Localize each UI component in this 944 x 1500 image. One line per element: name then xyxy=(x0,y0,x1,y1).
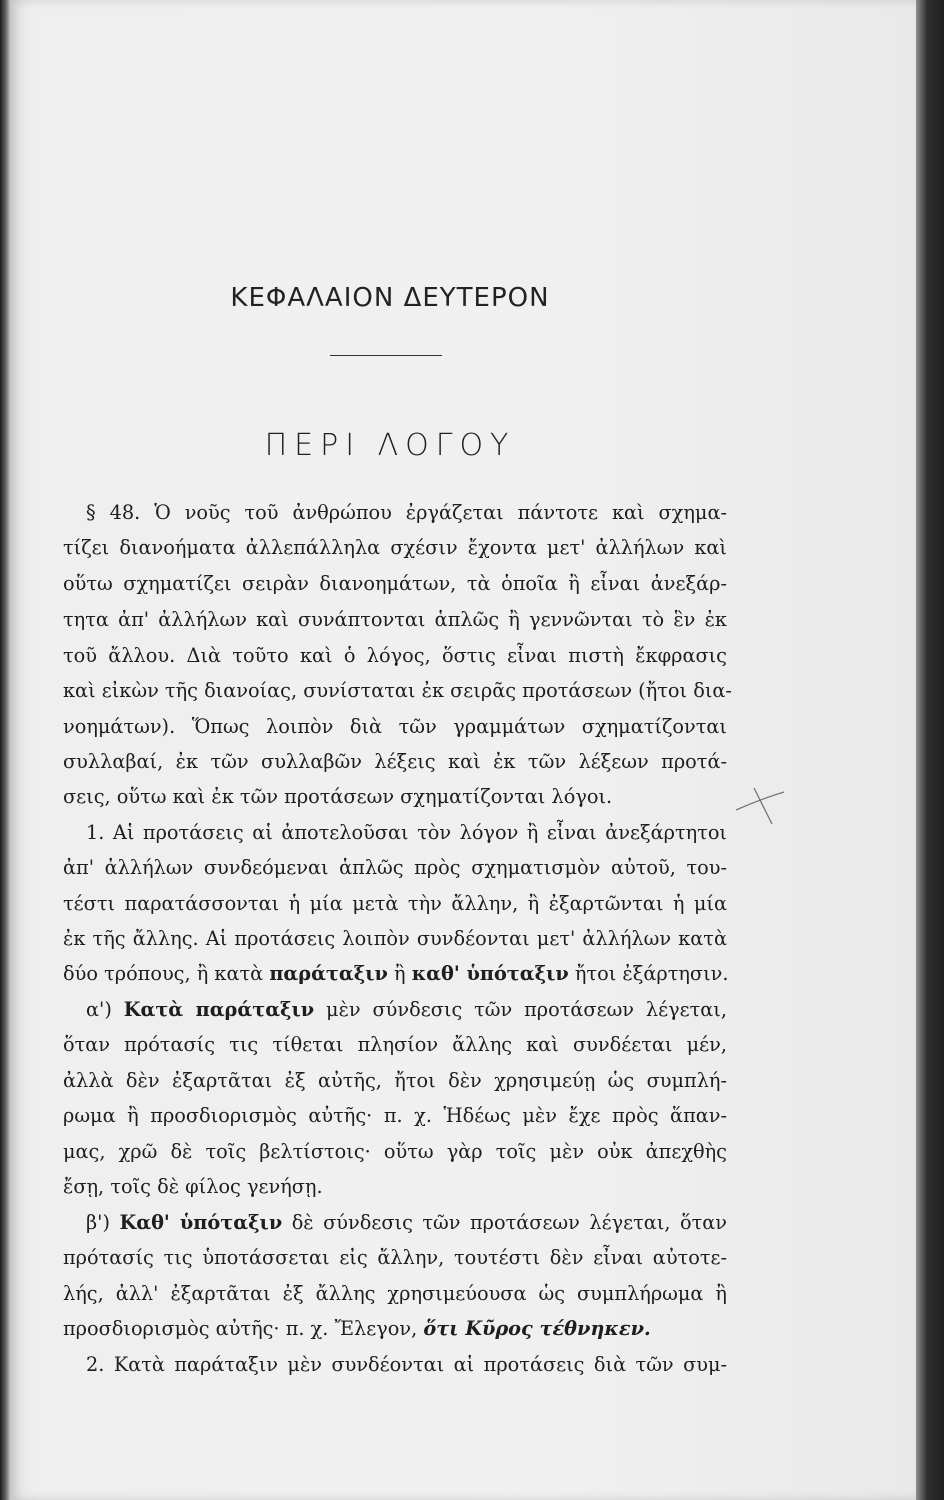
text-span: προσδιορισμὸς αὐτῆς· π. χ. Ἔλεγον, xyxy=(63,1317,424,1340)
text-line: ρωμα ἢ προσδιορισμὸς αὐτῆς· π. χ. Ἡδέως μὲν ἔχε πρὸς ἅπαν- xyxy=(63,1104,727,1127)
text-line: ὅταν πρότασίς τις τίθεται πλησίον ἄλλης καὶ συνδέεται μέν, xyxy=(63,1033,727,1056)
text-span: ἤτοι ἐξάρτησιν. xyxy=(568,962,729,985)
text-span: δὲ σύνδεσις τῶν προτάσεων λέγεται, ὅταν xyxy=(282,1211,727,1234)
text-span: δύο τρόπους, ἢ κατὰ xyxy=(63,962,270,985)
text-line: λής, ἀλλ' ἐξαρτᾶται ἐξ ἄλλης χρησιμεύουσα ὡς συμπλήρωμα ἢ xyxy=(63,1282,727,1305)
text-span: μὲν σύνδεσις τῶν προτάσεων λέγεται, xyxy=(314,998,727,1021)
text-line xyxy=(86,992,727,1028)
text-line: ἀλλὰ δὲν ἐξαρτᾶται ἐξ αὐτῆς, ἤτοι δὲν χρησιμεύῃ ὡς συμπλή- xyxy=(63,1069,727,1092)
heading-divider xyxy=(330,355,442,356)
text-line: σεις, οὕτω καὶ ἐκ τῶν προτάσεων σχηματίζονται λόγοι. xyxy=(63,785,613,808)
scan-right-edge xyxy=(916,0,944,1500)
text-span: β') xyxy=(86,1211,120,1234)
scan-left-edge xyxy=(0,0,10,1500)
bold-term: Κατὰ παράταξιν xyxy=(123,998,315,1021)
text-line: μας, χρῶ δὲ τοῖς βελτίστοις· οὕτω γὰρ τοῖς μὲν οὐκ ἀπεχθὴς xyxy=(63,1140,727,1163)
text-line: ἐκ τῆς ἄλλης. Αἱ προτάσεις λοιπὸν συνδέονται μετ' ἀλλήλων κατὰ xyxy=(63,927,727,950)
text-line: πρότασίς τις ὑποτάσσεται εἰς ἄλλην, τουτέστι δὲν εἶναι αὐτοτε- xyxy=(63,1246,727,1269)
bold-term: Καθ' ὑπόταξιν xyxy=(119,1211,283,1234)
text-line: τέστι παρατάσσονται ἡ μία μετὰ τὴν ἄλλην, ἢ ἐξαρτῶνται ἡ μία xyxy=(63,892,727,915)
text-line: συλλαβαί, ἐκ τῶν συλλαβῶν λέξεις καὶ ἐκ τῶν λέξεων προτά- xyxy=(63,750,727,773)
bold-term: παράταξιν xyxy=(269,962,388,985)
text-line: τητα ἀπ' ἀλλήλων καὶ συνάπτονται ἁπλῶς ἢ γεννῶνται τὸ ἓν ἐκ xyxy=(63,608,727,631)
chapter-heading: ΚΕΦΑΛΑΙΟΝ ΔΕΥΤΕΡΟΝ xyxy=(230,283,550,313)
text-span: α') xyxy=(86,998,124,1021)
text-line: τοῦ ἄλλου. Διὰ τοῦτο καὶ ὁ λόγος, ὅστις εἶναι πιστὴ ἔκφρασις xyxy=(63,644,727,667)
text-line: ἀπ' ἀλλήλων συνδεόμεναι ἁπλῶς πρὸς σχηματισμὸν αὐτοῦ, του- xyxy=(63,856,727,879)
text-line: καὶ εἰκὼν τῆς διανοίας, συνίσταται ἐκ σειρᾶς προτάσεων (ἤτοι δια- xyxy=(63,679,732,702)
text-line: 2. Κατὰ παράταξιν μὲν συνδέονται αἱ προτάσεις διὰ τῶν συμ- xyxy=(86,1353,727,1376)
bold-term: καθ' ὑπόταξιν xyxy=(411,962,569,985)
text-line: νοημάτων). Ὅπως λοιπὸν διὰ τῶν γραμμάτων σχηματίζονται xyxy=(63,715,727,738)
text-line: 1. Αἱ προτάσεις αἱ ἀποτελοῦσαι τὸν λόγον ἢ εἶναι ἀνεξάρτητοι xyxy=(86,821,727,844)
text-line xyxy=(63,956,727,992)
pencil-cross-mark xyxy=(728,780,788,830)
text-line: ἔσῃ, τοῖς δὲ φίλος γενήσῃ. xyxy=(63,1175,323,1198)
text-line: § 48. Ὁ νοῦς τοῦ ἀνθρώπου ἐργάζεται πάντοτε καὶ σχημα- xyxy=(86,501,727,524)
text-line: οὕτω σχηματίζει σειρὰν διανοημάτων, τὰ ὁποῖα ἢ εἶναι ἀνεξάρ- xyxy=(63,572,727,595)
text-line: τίζει διανοήματα ἀλλεπάλληλα σχέσιν ἔχοντα μετ' ἀλλήλων καὶ xyxy=(63,536,727,559)
section-title: ΠΕΡΙ ΛΟΓΟΥ xyxy=(264,428,516,463)
text-line xyxy=(63,1311,727,1347)
text-line xyxy=(86,1205,727,1241)
bold-italic-example: ὅτι Κῦρος τέθνηκεν. xyxy=(423,1317,651,1340)
text-span: ἢ xyxy=(387,962,412,985)
